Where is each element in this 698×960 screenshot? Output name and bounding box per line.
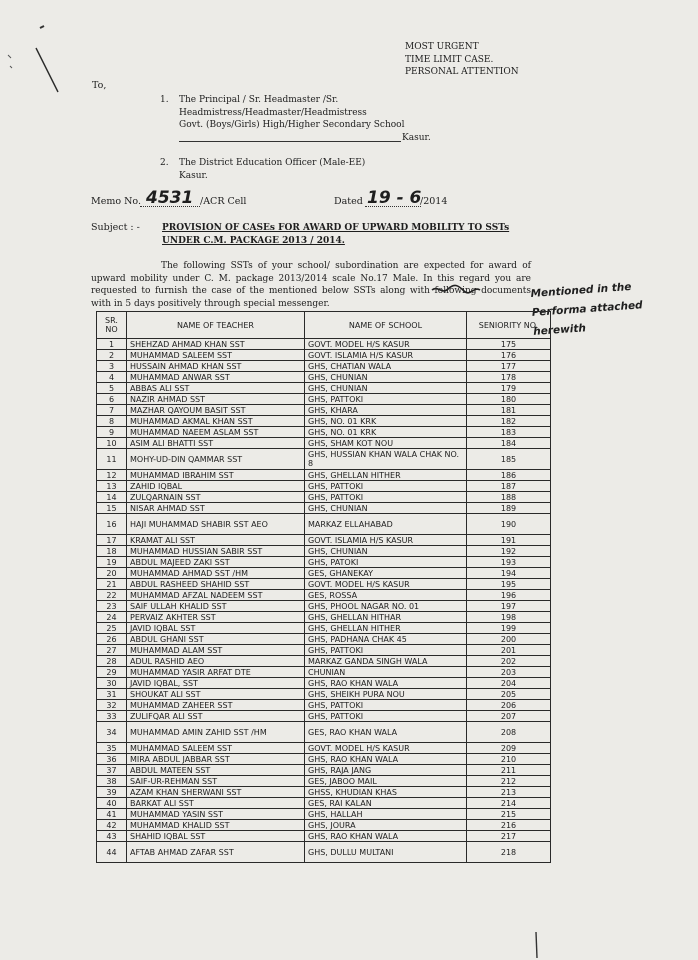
table-header-row xyxy=(97,312,551,339)
school-name-cell: GHS, PATOKI xyxy=(305,557,467,568)
table-row xyxy=(97,754,551,765)
table-row xyxy=(97,449,551,470)
seniority-cell: 196 xyxy=(467,590,551,601)
teacher-name-cell: MUHAMMAD SALEEM SST xyxy=(127,743,305,754)
table-row xyxy=(97,743,551,754)
seniority-cell: 181 xyxy=(467,405,551,416)
teacher-name-cell: MUHAMMAD ALAM SST xyxy=(127,645,305,656)
table-row xyxy=(97,546,551,557)
teacher-name-cell: JAVID IQBAL, SST xyxy=(127,678,305,689)
table-row xyxy=(97,568,551,579)
school-name-cell: GHS, PATTOKI xyxy=(305,394,467,405)
sr-no-cell: 1 xyxy=(97,339,127,350)
column-header: NAME OF TEACHER xyxy=(127,312,305,339)
school-name-cell: GES, RAI KALAN xyxy=(305,798,467,809)
sr-no-cell: 26 xyxy=(97,634,127,645)
school-name-cell: GHS, SHEIKH PURA NOU xyxy=(305,689,467,700)
addressee-line-kasur: Kasur. xyxy=(402,133,431,143)
table-row xyxy=(97,689,551,700)
sr-no-cell: 35 xyxy=(97,743,127,754)
teacher-name-cell: MUHAMMAD AHMAD SST /HM xyxy=(127,568,305,579)
sr-no-cell: 18 xyxy=(97,546,127,557)
school-name-cell: GHS, GHELLAN HITHAR xyxy=(305,612,467,623)
teacher-name-cell: JAVID IQBAL SST xyxy=(127,623,305,634)
table-row xyxy=(97,394,551,405)
to-label: To, xyxy=(92,80,107,91)
table-row xyxy=(97,667,551,678)
table-row xyxy=(97,590,551,601)
teacher-name-cell: MUHAMMAD AMIN ZAHID SST /HM xyxy=(127,722,305,743)
seniority-cell: 194 xyxy=(467,568,551,579)
table-row xyxy=(97,405,551,416)
seniority-cell: 202 xyxy=(467,656,551,667)
addressee-2-number: 2. xyxy=(160,158,169,168)
table-row xyxy=(97,514,551,535)
teacher-name-cell: ABDUL RASHEED SHAHID SST xyxy=(127,579,305,590)
seniority-cell: 206 xyxy=(467,700,551,711)
teacher-name-cell: SAIF ULLAH KHALID SST xyxy=(127,601,305,612)
school-name-cell: CHUNIAN xyxy=(305,667,467,678)
sr-no-cell: 37 xyxy=(97,765,127,776)
school-name-cell: GHS, PATTOKI xyxy=(305,700,467,711)
school-name-cell: GHS, HUSSIAN KHAN WALA CHAK NO. 8 xyxy=(305,449,467,470)
teacher-name-cell: MUHAMMAD HUSSIAN SABIR SST xyxy=(127,546,305,557)
seniority-cell: 190 xyxy=(467,514,551,535)
teacher-name-cell: MUHAMMAD AFZAL NADEEM SST xyxy=(127,590,305,601)
table-row xyxy=(97,623,551,634)
teacher-name-cell: MUHAMMAD SALEEM SST xyxy=(127,350,305,361)
column-header: SR. NO xyxy=(97,312,127,339)
seniority-cell: 177 xyxy=(467,361,551,372)
teacher-name-cell: MUHAMMAD YASIN SST xyxy=(127,809,305,820)
subject-line: UNDER C.M. PACKAGE 2013 / 2014. xyxy=(162,235,345,246)
seniority-cell: 214 xyxy=(467,798,551,809)
school-name-cell: GOVT. ISLAMIA H/S KASUR xyxy=(305,535,467,546)
seniority-cell: 211 xyxy=(467,765,551,776)
addressee-line xyxy=(179,132,404,145)
teachers-table xyxy=(96,311,551,863)
sr-no-cell: 14 xyxy=(97,492,127,503)
priority-line: TIME LIMIT CASE. xyxy=(405,54,494,65)
teacher-name-cell: MUHAMMAD YASIR ARFAT DTE xyxy=(127,667,305,678)
teacher-name-cell: ZULQARNAIN SST xyxy=(127,492,305,503)
teacher-name-cell: MUHAMMAD AKMAL KHAN SST xyxy=(127,416,305,427)
table-row xyxy=(97,557,551,568)
table-row xyxy=(97,601,551,612)
teacher-name-cell: ABDUL MAJEED ZAKI SST xyxy=(127,557,305,568)
sr-no-cell: 2 xyxy=(97,350,127,361)
table-row xyxy=(97,765,551,776)
sr-no-cell: 31 xyxy=(97,689,127,700)
seniority-cell: 175 xyxy=(467,339,551,350)
seniority-cell: 197 xyxy=(467,601,551,612)
seniority-cell: 215 xyxy=(467,809,551,820)
teacher-name-cell: SHEHZAD AHMAD KHAN SST xyxy=(127,339,305,350)
table-row xyxy=(97,470,551,481)
school-name-cell: GHS, JOURA xyxy=(305,820,467,831)
teacher-name-cell: MIRA ABDUL JABBAR SST xyxy=(127,754,305,765)
school-name-cell: GHS, NO. 01 KRK xyxy=(305,427,467,438)
margin-note-line: Mentioned in the xyxy=(530,280,632,300)
margin-note-line: herewith xyxy=(532,322,587,338)
column-header: NAME OF SCHOOL xyxy=(305,312,467,339)
seniority-cell: 189 xyxy=(467,503,551,514)
teacher-name-cell: NAZIR AHMAD SST xyxy=(127,394,305,405)
table-row xyxy=(97,831,551,842)
seniority-cell: 204 xyxy=(467,678,551,689)
seniority-cell: 201 xyxy=(467,645,551,656)
priority-line: PERSONAL ATTENTION xyxy=(405,67,519,77)
dated-label: Dated xyxy=(334,196,363,207)
sr-no-cell: 13 xyxy=(97,481,127,492)
seniority-cell: 179 xyxy=(467,383,551,394)
school-name-cell: GHS, PADHANA CHAK 45 xyxy=(305,634,467,645)
table-row xyxy=(97,350,551,361)
date-line xyxy=(365,206,421,207)
pen-stroke-marks xyxy=(0,0,80,100)
sr-no-cell: 20 xyxy=(97,568,127,579)
sr-no-cell: 6 xyxy=(97,394,127,405)
table-row xyxy=(97,787,551,798)
sr-no-cell: 30 xyxy=(97,678,127,689)
school-name-cell: GHS, PATTOKI xyxy=(305,645,467,656)
sr-no-cell: 43 xyxy=(97,831,127,842)
subject-text xyxy=(162,222,509,247)
school-name-cell: GHS, NO. 01 KRK xyxy=(305,416,467,427)
school-name-cell: GHS, DULLU MULTANI xyxy=(305,842,467,863)
table-row xyxy=(97,722,551,743)
addressee-line: The Principal / Sr. Headmaster /Sr. xyxy=(179,95,339,105)
teacher-name-cell: AZAM KHAN SHERWANI SST xyxy=(127,787,305,798)
table-body xyxy=(97,339,551,863)
teacher-name-cell: SHAHID IQBAL SST xyxy=(127,831,305,842)
school-name-cell: GOVT. MODEL H/S KASUR xyxy=(305,579,467,590)
table-row xyxy=(97,634,551,645)
sr-no-cell: 10 xyxy=(97,438,127,449)
memo-label: Memo No. xyxy=(91,196,141,207)
teacher-name-cell: BARKAT ALI SST xyxy=(127,798,305,809)
sr-no-cell: 27 xyxy=(97,645,127,656)
school-name-cell: GHS, CHATIAN WALA xyxy=(305,361,467,372)
seniority-cell: 195 xyxy=(467,579,551,590)
pen-stroke-bottom xyxy=(526,930,546,960)
seniority-cell: 216 xyxy=(467,820,551,831)
sr-no-cell: 24 xyxy=(97,612,127,623)
school-name-cell: GHS, SHAM KOT NOU xyxy=(305,438,467,449)
school-name-cell: GHS, RAO KHAN WALA xyxy=(305,678,467,689)
school-name-cell: GHS, CHUNIAN xyxy=(305,372,467,383)
table-row xyxy=(97,678,551,689)
school-name-cell: GES, JABOO MAIL xyxy=(305,776,467,787)
table-row xyxy=(97,820,551,831)
sr-no-cell: 29 xyxy=(97,667,127,678)
addressee-line: Govt. (Boys/Girls) High/Higher Secondary School xyxy=(179,120,405,130)
seniority-cell: 183 xyxy=(467,427,551,438)
addressee-2 xyxy=(179,157,365,182)
seniority-cell: 192 xyxy=(467,546,551,557)
seniority-cell: 191 xyxy=(467,535,551,546)
table-row xyxy=(97,492,551,503)
sr-no-cell: 38 xyxy=(97,776,127,787)
teacher-name-cell: SAIF-UR-REHMAN SST xyxy=(127,776,305,787)
school-name-cell: GHS, PATTOKI xyxy=(305,711,467,722)
table-row xyxy=(97,535,551,546)
sr-no-cell: 8 xyxy=(97,416,127,427)
teacher-name-cell: ZAHID IQBAL xyxy=(127,481,305,492)
sr-no-cell: 40 xyxy=(97,798,127,809)
school-name-cell: GOVT. ISLAMIA H/S KASUR xyxy=(305,350,467,361)
table-row xyxy=(97,427,551,438)
teacher-name-cell: MUHAMMAD ZAHEER SST xyxy=(127,700,305,711)
school-name-cell: GHS, GHELLAN HITHER xyxy=(305,623,467,634)
seniority-cell: 209 xyxy=(467,743,551,754)
seniority-cell: 184 xyxy=(467,438,551,449)
seniority-cell: 210 xyxy=(467,754,551,765)
sr-no-cell: 7 xyxy=(97,405,127,416)
school-name-cell: GHS, HALLAH xyxy=(305,809,467,820)
date-handwritten: 19 - 6 xyxy=(367,188,422,208)
sr-no-cell: 17 xyxy=(97,535,127,546)
seniority-cell: 182 xyxy=(467,416,551,427)
teacher-name-cell: PERVAIZ AKHTER SST xyxy=(127,612,305,623)
sr-no-cell: 15 xyxy=(97,503,127,514)
school-name-cell: GHS, GHELLAN HITHER xyxy=(305,470,467,481)
sr-no-cell: 28 xyxy=(97,656,127,667)
subject-line: PROVISION OF CASEs FOR AWARD OF UPWARD MOBILITY TO SSTs xyxy=(162,223,510,233)
sr-no-cell: 36 xyxy=(97,754,127,765)
school-name-cell: GHS, RAJA JANG xyxy=(305,765,467,776)
teacher-name-cell: ABDUL MATEEN SST xyxy=(127,765,305,776)
seniority-cell: 186 xyxy=(467,470,551,481)
school-name-cell: GHS, PATTOKI xyxy=(305,481,467,492)
seniority-cell: 185 xyxy=(467,449,551,470)
teacher-name-cell: ADUL RASHID AEO xyxy=(127,656,305,667)
sr-no-cell: 23 xyxy=(97,601,127,612)
margin-note-line: Performa attached xyxy=(531,299,644,319)
table-row xyxy=(97,700,551,711)
school-name-cell: MARKAZ GANDA SINGH WALA xyxy=(305,656,467,667)
sr-no-cell: 32 xyxy=(97,700,127,711)
school-name-cell: GOVT. MODEL H/S KASUR xyxy=(305,743,467,754)
teacher-name-cell: ABBAS ALI SST xyxy=(127,383,305,394)
memo-suffix: /ACR Cell xyxy=(200,196,247,207)
table-row xyxy=(97,438,551,449)
subject-label: Subject : - xyxy=(91,222,140,233)
table-row xyxy=(97,416,551,427)
seniority-cell: 205 xyxy=(467,689,551,700)
body-text: The following SSTs of your school/ subordination are expected for award of upward mobility under C. M. package 2013/2014 scale No.17 Male. In this regard you are requested to furnish the case of the mentioned below SSTs along with following documents with in 5 days positively through special messenger. xyxy=(91,261,531,309)
priority-block xyxy=(405,41,519,79)
table-row xyxy=(97,711,551,722)
teacher-name-cell: ZULIFQAR ALI SST xyxy=(127,711,305,722)
teacher-name-cell: ASIM ALI BHATTI SST xyxy=(127,438,305,449)
seniority-cell: 178 xyxy=(467,372,551,383)
sr-no-cell: 21 xyxy=(97,579,127,590)
sr-no-cell: 34 xyxy=(97,722,127,743)
teacher-name-cell: SHOUKAT ALI SST xyxy=(127,689,305,700)
table-row xyxy=(97,656,551,667)
seniority-cell: 217 xyxy=(467,831,551,842)
school-name-cell: GHS, RAO KHAN WALA xyxy=(305,754,467,765)
school-name-cell: GHS, RAO KHAN WALA xyxy=(305,831,467,842)
teacher-name-cell: MUHAMMAD ANWAR SST xyxy=(127,372,305,383)
school-name-blank-line xyxy=(179,141,401,142)
school-name-cell: GHS, PHOOL NAGAR NO. 01 xyxy=(305,601,467,612)
teacher-name-cell: AFTAB AHMAD ZAFAR SST xyxy=(127,842,305,863)
table-row xyxy=(97,579,551,590)
table-row xyxy=(97,339,551,350)
school-name-cell: GES, GHANEKAY xyxy=(305,568,467,579)
sr-no-cell: 44 xyxy=(97,842,127,863)
table-row xyxy=(97,481,551,492)
school-name-cell: MARKAZ ELLAHABAD xyxy=(305,514,467,535)
sr-no-cell: 3 xyxy=(97,361,127,372)
seniority-cell: 188 xyxy=(467,492,551,503)
addressee-line: Kasur. xyxy=(179,170,208,181)
seniority-cell: 199 xyxy=(467,623,551,634)
school-name-cell: GOVT. MODEL H/S KASUR xyxy=(305,339,467,350)
addressee-1 xyxy=(179,94,404,144)
table-row xyxy=(97,372,551,383)
seniority-cell: 207 xyxy=(467,711,551,722)
seniority-cell: 176 xyxy=(467,350,551,361)
seniority-cell: 212 xyxy=(467,776,551,787)
seniority-cell: 193 xyxy=(467,557,551,568)
teacher-name-cell: MAZHAR QAYOUM BASIT SST xyxy=(127,405,305,416)
teacher-name-cell: MOHY-UD-DIN QAMMAR SST xyxy=(127,449,305,470)
table-row xyxy=(97,842,551,863)
school-name-cell: GHS, KHARA xyxy=(305,405,467,416)
sr-no-cell: 39 xyxy=(97,787,127,798)
sr-no-cell: 16 xyxy=(97,514,127,535)
seniority-cell: 218 xyxy=(467,842,551,863)
table-row xyxy=(97,361,551,372)
sr-no-cell: 41 xyxy=(97,809,127,820)
school-name-cell: GHS, CHUNIAN xyxy=(305,546,467,557)
strike-scribble xyxy=(430,284,482,296)
table-row xyxy=(97,645,551,656)
addressee-1-number: 1. xyxy=(160,95,169,105)
sr-no-cell: 33 xyxy=(97,711,127,722)
addressee-line: Headmistress/Headmaster/Headmistress xyxy=(179,107,367,118)
teacher-name-cell: MUHAMMAD KHALID SST xyxy=(127,820,305,831)
teacher-name-cell: ABDUL GHANI SST xyxy=(127,634,305,645)
school-name-cell: GHSS, KHUDIAN KHAS xyxy=(305,787,467,798)
seniority-cell: 180 xyxy=(467,394,551,405)
seniority-cell: 198 xyxy=(467,612,551,623)
sr-no-cell: 9 xyxy=(97,427,127,438)
school-name-cell: GES, RAO KHAN WALA xyxy=(305,722,467,743)
memo-number-line xyxy=(140,206,200,207)
table-row xyxy=(97,503,551,514)
seniority-cell: 187 xyxy=(467,481,551,492)
seniority-cell: 203 xyxy=(467,667,551,678)
school-name-cell: GES, ROSSA xyxy=(305,590,467,601)
school-name-cell: GHS, PATTOKI xyxy=(305,492,467,503)
sr-no-cell: 25 xyxy=(97,623,127,634)
sr-no-cell: 19 xyxy=(97,557,127,568)
teacher-name-cell: MUHAMMAD IBRAHIM SST xyxy=(127,470,305,481)
addressee-line: The District Education Officer (Male-EE) xyxy=(179,158,366,168)
priority-line: MOST URGENT xyxy=(405,42,479,52)
teacher-name-cell: HUSSAIN AHMAD KHAN SST xyxy=(127,361,305,372)
seniority-cell: 200 xyxy=(467,634,551,645)
school-name-cell: GHS, CHUNIAN xyxy=(305,503,467,514)
sr-no-cell: 22 xyxy=(97,590,127,601)
table-row xyxy=(97,383,551,394)
table-row xyxy=(97,612,551,623)
table-row xyxy=(97,809,551,820)
teacher-name-cell: NISAR AHMAD SST xyxy=(127,503,305,514)
table-row xyxy=(97,798,551,809)
sr-no-cell: 12 xyxy=(97,470,127,481)
teacher-name-cell: HAJI MUHAMMAD SHABIR SST AEO xyxy=(127,514,305,535)
sr-no-cell: 5 xyxy=(97,383,127,394)
school-name-cell: GHS, CHUNIAN xyxy=(305,383,467,394)
column-header: SENIORITY NO. xyxy=(467,312,551,339)
seniority-cell: 208 xyxy=(467,722,551,743)
date-year: /2014 xyxy=(420,196,448,207)
memo-number-handwritten: 4531 xyxy=(146,188,194,208)
teacher-name-cell: KRAMAT ALI SST xyxy=(127,535,305,546)
teacher-name-cell: MUHAMMAD NAEEM ASLAM SST xyxy=(127,427,305,438)
sr-no-cell: 42 xyxy=(97,820,127,831)
table-row xyxy=(97,776,551,787)
seniority-cell: 213 xyxy=(467,787,551,798)
sr-no-cell: 11 xyxy=(97,449,127,470)
sr-no-cell: 4 xyxy=(97,372,127,383)
